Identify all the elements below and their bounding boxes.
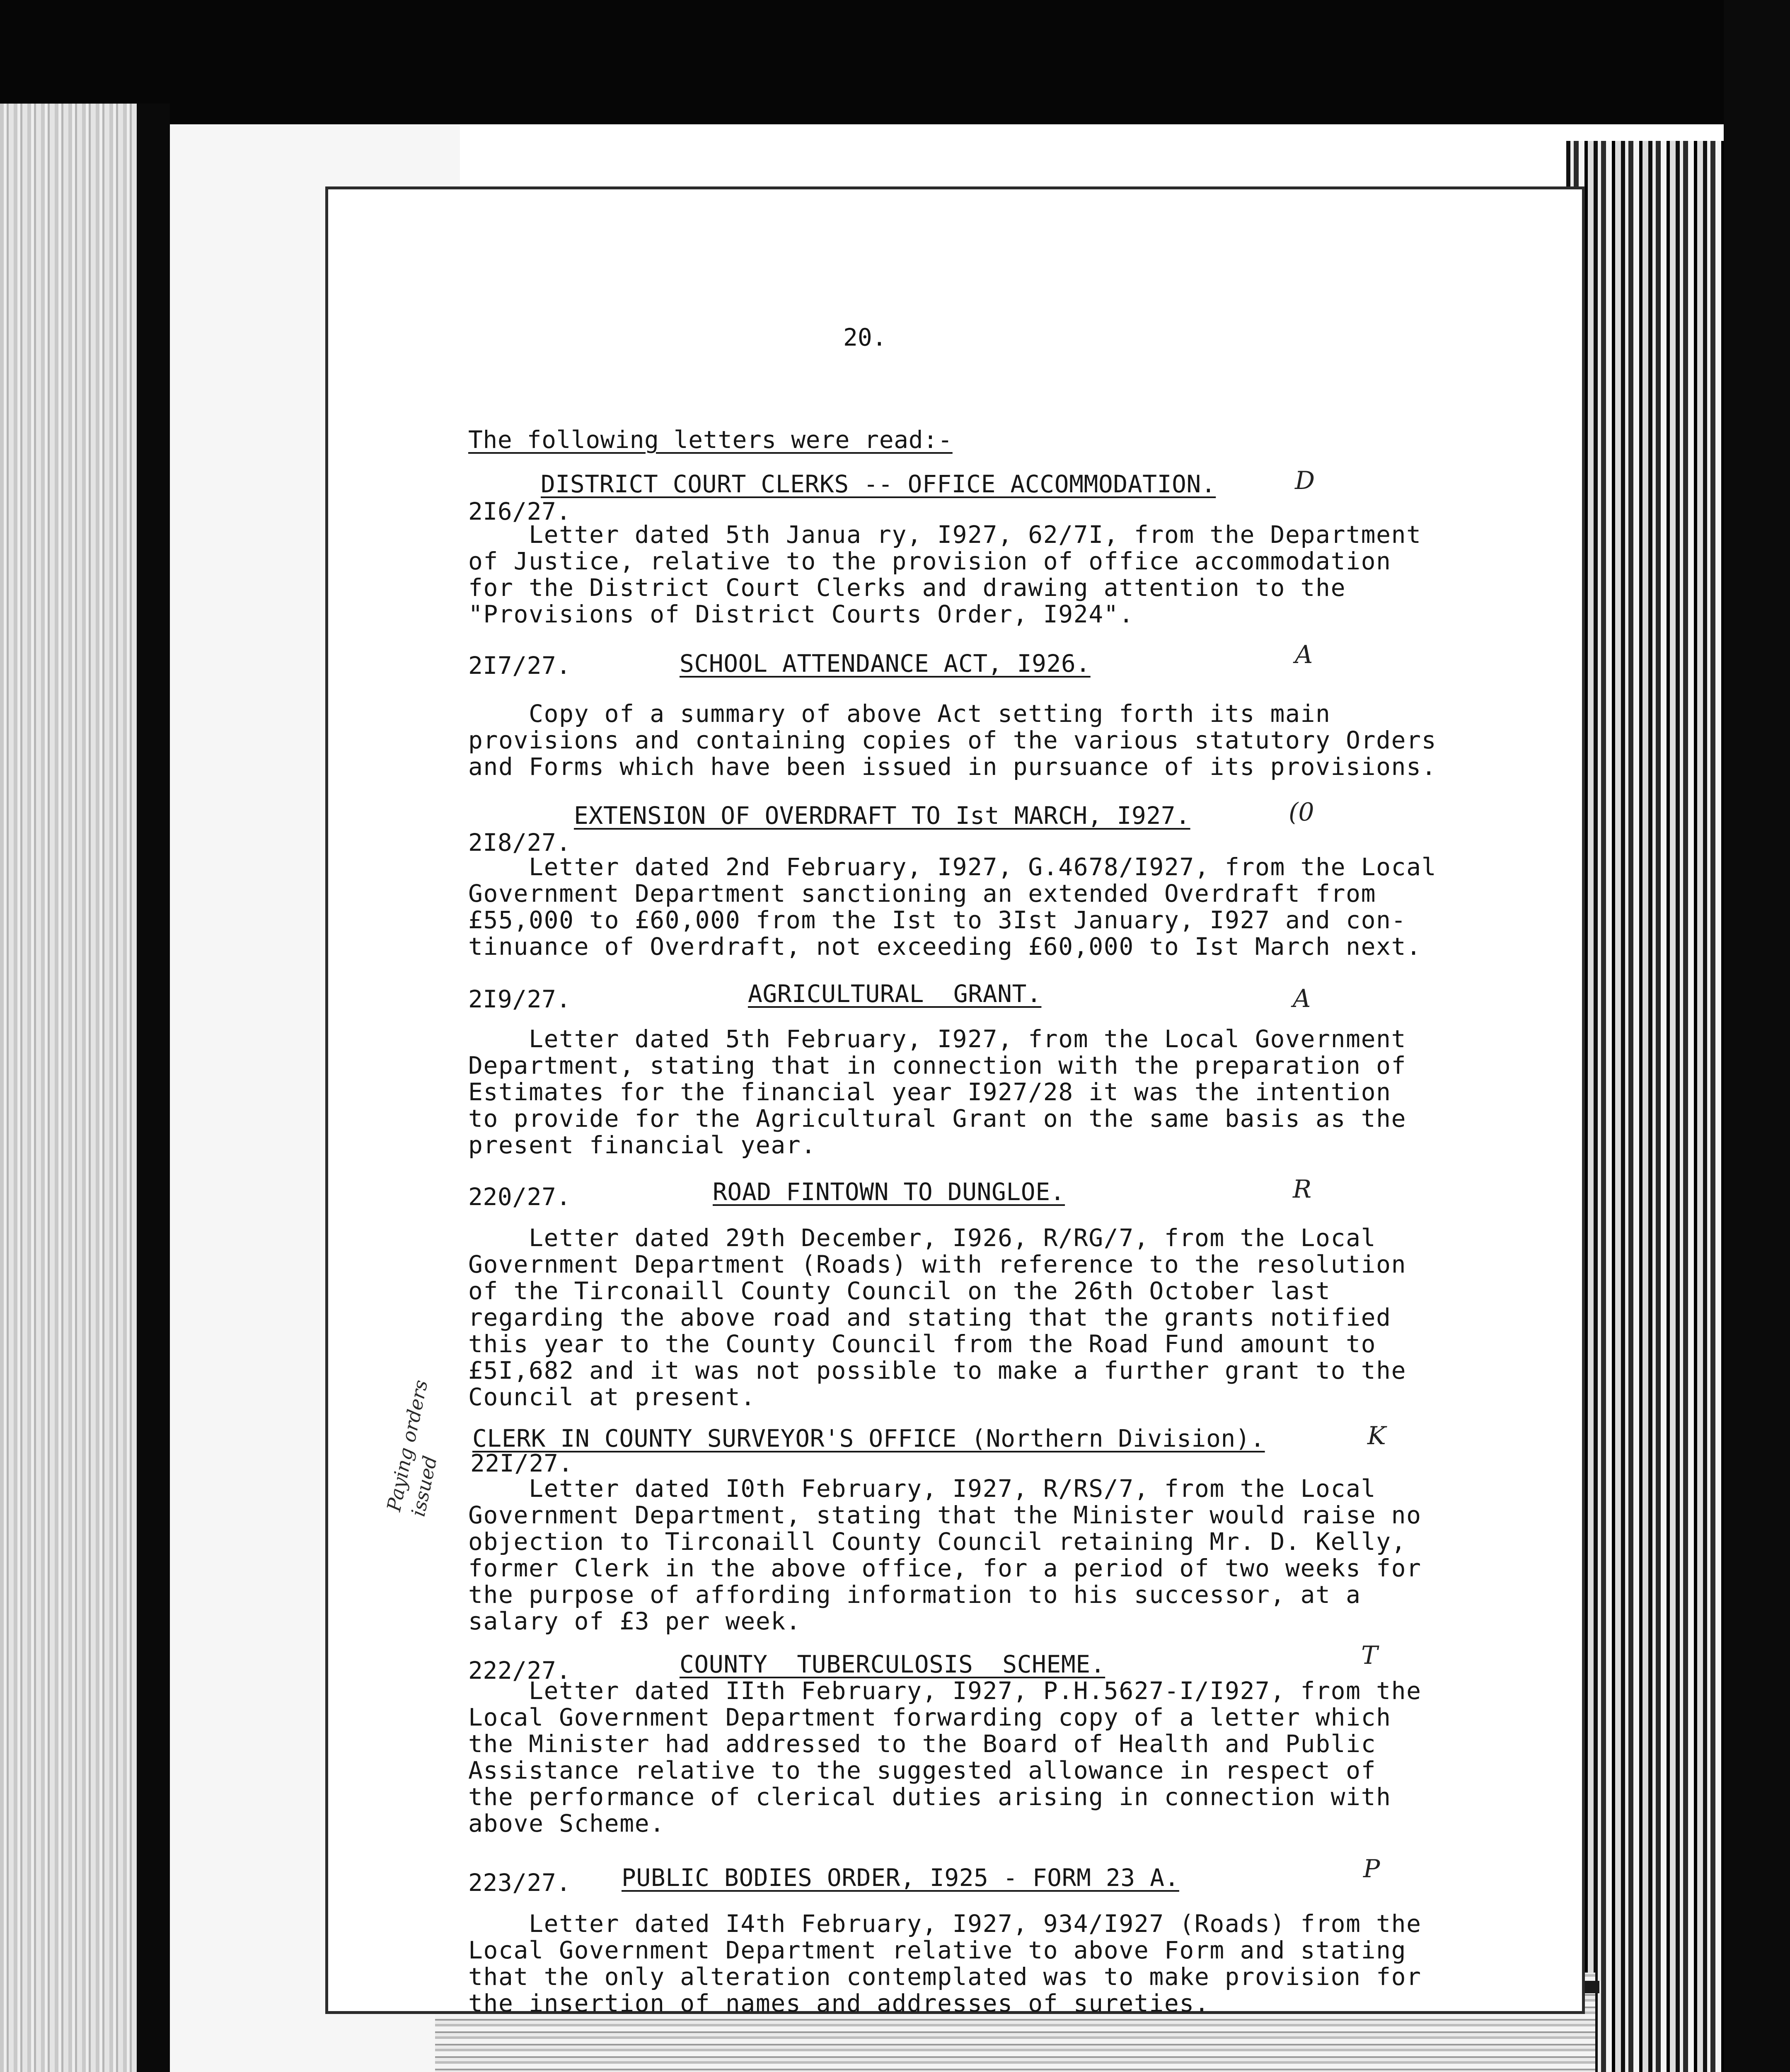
entry-heading: ROAD FINTOWN TO DUNGLOE.	[713, 1178, 1065, 1206]
entry-number: 223/27.	[468, 1869, 571, 1897]
entry-mark: T	[1361, 1641, 1378, 1670]
entry-number: 22I/27.	[470, 1449, 573, 1477]
entry-heading: COUNTY TUBERCULOSIS SCHEME.	[680, 1650, 1105, 1678]
entry-number: 2I9/27.	[468, 985, 571, 1013]
entry-number: 2I7/27.	[468, 651, 571, 680]
binding-shadow	[137, 104, 170, 2072]
entry-body: Copy of a summary of above Act setting forth its main provisions and containing copies of the various statutory Orders and Forms which have been issued in pursuance of its provisions.	[468, 700, 1437, 781]
entry-number: 2I8/27.	[468, 828, 571, 857]
entry-mark: (0	[1289, 798, 1314, 827]
entry-heading: AGRICULTURAL GRANT.	[748, 980, 1042, 1008]
entry-mark: A	[1295, 640, 1313, 669]
entry-number: 2I6/27.	[468, 497, 571, 525]
entry-body: Letter dated IIth February, I927, P.H.5627-I/I927, from the Local Government Department forwarding copy of a letter which the Minister had addressed to the Board of Health and Public Assistance relative to the suggested allowance in respect of the performance of clerical duties arising in connection with above Scheme.	[468, 1677, 1422, 1837]
entry-body: Letter dated 5th Janua ry, I927, 62/7I, from the Department of Justice, relative to the provision of office accommodation for the District Court Clerks and drawing attention to the "Provisions of District Courts Order, I924".	[468, 520, 1422, 628]
page-number: 20.	[843, 323, 887, 351]
entry-body: Letter dated 5th February, I927, from the Local Government Department, stating that in connection with the preparation of Estimates for the financial year I927/28 it was the intention to provide for the Agricultural Grant on the same basis as the present financial year.	[468, 1025, 1407, 1159]
scan-top-border	[0, 0, 1790, 124]
entry-heading: EXTENSION OF OVERDRAFT TO Ist MARCH, I927.	[574, 801, 1190, 830]
entry-heading: PUBLIC BODIES ORDER, I925 - FORM 23 A.	[622, 1864, 1179, 1892]
handwritten-margin-note: Paying orders issued	[382, 1378, 442, 1519]
entry-mark: K	[1367, 1421, 1386, 1450]
entry-heading: CLERK IN COUNTY SURVEYOR'S OFFICE (Northern Division).	[472, 1424, 1265, 1452]
entry-body: Letter dated 29th December, I926, R/RG/7, from the Local Government Department (Roads) with reference to the resolution of the Tirconaill County Council on the 26th October last regarding the above road and stating that the grants notified this year to the County Council from the Road Fund amount to £5I,682 and it was not possible to make a further grant to the Council at present.	[468, 1224, 1407, 1411]
entry-body: Letter dated 2nd February, I927, G.4678/I927, from the Local Government Department sanctioning an extended Overdraft from £55,000 to £60,000 from the Ist to 3Ist January, I927 and con- tinuance of Overdraft, not exceeding £60,000 to Ist March next.	[468, 853, 1437, 961]
entry-mark: R	[1293, 1175, 1312, 1204]
entry-mark: P	[1363, 1854, 1380, 1883]
entry-heading: DISTRICT COURT CLERKS -- OFFICE ACCOMMODATION.	[541, 470, 1216, 498]
entry-mark: A	[1293, 984, 1311, 1013]
scan-right-border	[1724, 0, 1790, 2072]
entry-body: Letter dated I0th February, I927, R/RS/7, from the Local Government Department, stating that the Minister would raise no objection to Tirconaill County Council retaining Mr. D. Kelly, former Clerk in the above office, for a period of two weeks for the purpose of affording information to his successor, at a salary of £3 per week.	[468, 1474, 1422, 1635]
entry-body: Letter dated I4th February, I927, 934/I927 (Roads) from the Local Government Department relative to above Form and stating that the only alteration contemplated was to make provision for the insertion of names and addresses of sureties.	[468, 1910, 1422, 2017]
entry-mark: D	[1295, 466, 1315, 495]
entry-number: 220/27.	[468, 1183, 571, 1211]
entry-heading: SCHOOL ATTENDANCE ACT, I926.	[680, 649, 1091, 678]
entry-number: 222/27.	[468, 1656, 571, 1685]
intro-heading: The following letters were read:-	[468, 426, 953, 454]
